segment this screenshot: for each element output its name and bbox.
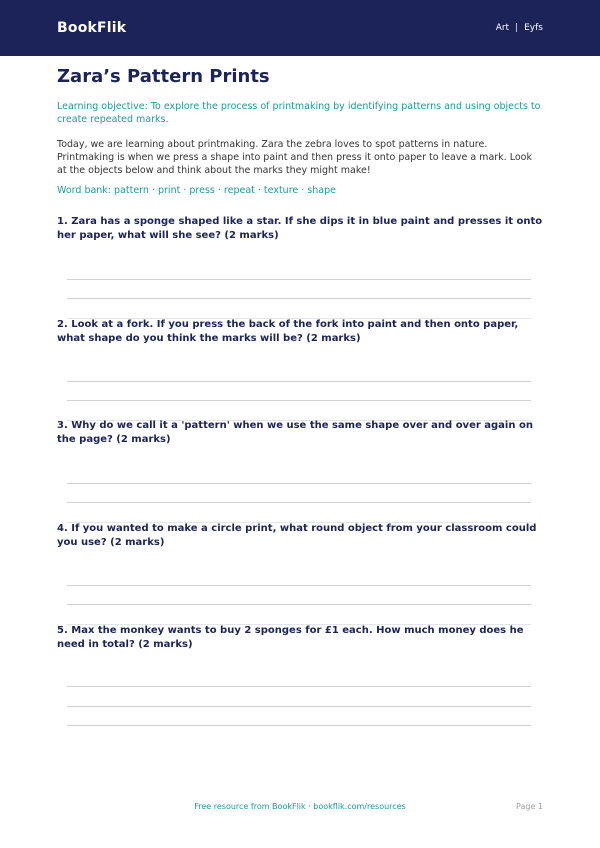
answer-line-2b[interactable] [67,400,531,401]
answer-line-3b[interactable] [67,502,531,503]
word-bank: Word bank: pattern · print · press · repeat · texture · shape [57,185,336,196]
question-5: 5. Max the monkey wants to buy 2 sponges for £1 each. How much money does he need in total? (2 marks) [57,625,524,650]
header-bar [0,0,600,56]
answer-line-1a[interactable] [67,279,531,280]
question-3: 3. Why do we call it a 'pattern' when we use the same shape over and over again on the page? (2 marks) [57,420,533,445]
breadcrumb [496,23,543,33]
answer-line-5a[interactable] [67,686,531,687]
answer-line-5c[interactable] [67,725,531,726]
answer-line-3a[interactable] [67,483,531,484]
question-1: 1. Zara has a sponge shaped like a star. If she dips it in blue paint and presses it onto her paper, what will she see? (2 marks) [57,216,543,241]
page-number: Page 1 [516,802,543,811]
question-4: 4. If you wanted to make a circle print, what round object from your classroom could you use? (2 marks) [57,523,537,548]
answer-line-4a[interactable] [67,585,531,586]
footer [0,802,600,814]
breadcrumb-subject[interactable]: Art [495,23,510,33]
answer-line-4b[interactable] [67,604,531,605]
footer-source-link[interactable]: Free resource from BookFlik · bookflik.com/resources [194,802,406,811]
answer-line-1b[interactable] [67,298,531,299]
breadcrumb-separator: | [515,23,519,33]
question-2: 2. Look at a fork. If you press the back of the fork into paint and then onto paper, what shape do you think the marks will be? (2 marks) [57,319,519,344]
intro-paragraph: Today, we are learning about printmaking. Zara the zebra loves to spot patterns in nature. Printmaking is when we press a shape into paint and then press it onto paper to leave a mark. Look at the objects below and think about the marks they might make! [57,139,532,176]
answer-line-5b[interactable] [67,706,531,707]
breadcrumb-level[interactable]: Eyfs [524,23,543,33]
page-title: Zara’s Pattern Prints [57,66,270,87]
learning-objective: Learning objective: To explore the process of printmaking by identifying patterns and using objects to create repeated marks. [57,101,541,125]
brand-logo[interactable]: BookFlik [57,20,127,36]
answer-line-2a[interactable] [67,381,531,382]
